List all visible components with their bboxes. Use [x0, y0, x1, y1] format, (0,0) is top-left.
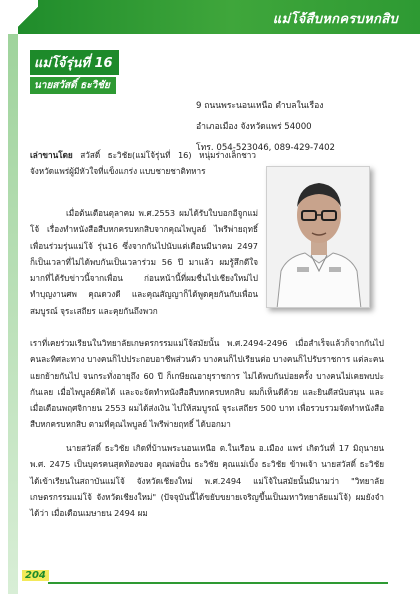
- portrait-photo: [266, 166, 370, 308]
- address-line-2: อำเภอเมือง จังหวัดแพร่ 54000: [196, 122, 312, 132]
- header-bar: [0, 0, 420, 34]
- portrait-photo-icon: [267, 167, 370, 308]
- header-notch: [18, 0, 38, 34]
- intro-lead: เล่าขานโดย: [30, 150, 73, 160]
- address-line-1: 9 ถนนพระนอนเหนือ ตำบลในเรือง: [196, 101, 324, 111]
- phone-line: โทร. 054-523046, 089-429-7402: [196, 143, 336, 153]
- footer-rule: [48, 582, 388, 584]
- paragraph-2: นายสวัสดิ์ ธะวิชัย เกิดที่บ้านพระนอนเหนือ ต.ในเรือน อ.เมือง แพร่ เกิดวันที่ 17 มิถุนายน พ.ศ. 2475 เป็นบุตรคนสุดท้องของ คุณพ่อปั๋น ธะวิชัย คุณแม่เบิ้ง ธะวิชัย ข้าพเจ้า นายสวัสดิ์ ธะวิชัย ได้เข้าเรียนในสถาบันแม่โจ้ จังหวัดเชียงใหม่ พ.ศ.2494 แม่โจ้ในสมัยนั้นมีนามว่า "วิทยาลัยเกษตรกรรมแม่โจ้ จังหวัดเชียงใหม่" (ปัจจุบันนี้ได้ขยับขยายเจริญขึ้นเป็นมหาวิทยาลัยแม่โจ้) ผมยังจำได้ว่า เมื่อเดือนเมษายน 2494 ผม: [30, 443, 384, 519]
- header-title: แม่โจ้สืบหกครบหกสิบ: [272, 12, 398, 27]
- generation-label: แม่โจ้รุ่นที่ 16: [30, 50, 119, 75]
- paragraph-1-part-1: เมื่อต้นเดือนตุลาคม พ.ศ.2553 ผมได้รับใบบอกอีจูกแม่โจ้ เรื่องทำหนังสือสืบหกครบหกสิบจากคุณไพบูลย์ ไพรีพ่ายฤทธิ์ เพื่อนร่วมรุ่นแม่โจ้ รุ่น16 ซึ่งจากกันไปนับแต่เดือนมีนาคม 2497 ก็เป็นเวลาที่ไม่ได้พบกันเป็นเวลาร่วม 56 ปี มาแล้ว ผมรู้สึกดีใจมากที่ได้รับข่าวนี้จากเพื่อน ก่อนหน้านี้ที่ผมชื่นไปเชียงใหม่ไปทำบุญงานศพ คุณดวงดี และคุณสัญญาก็ได้พูดคุยกันกับเพื่อนสมบูรณ์ จุระเสถียร และคุยกันถึงพวก: [30, 208, 258, 316]
- page-number: 204: [22, 570, 49, 581]
- profile-heading: [30, 50, 119, 94]
- left-decorative-stripe: [8, 34, 18, 594]
- intro-paragraph: [30, 147, 256, 180]
- paragraph-1-part-2: เราที่เคยร่วมเรียนในวิทยาลัยเกษตรกรรมแม่โจ้สมัยนั้น พ.ศ.2494-2496 เมื่อสำเร็จแล้วก็จากกันไปคนละทิศละทาง บางคนก็ไปประกอบอาชีพส่วนตัว บางคนก็ไปเรียนต่อ บางคนก็ไปรับราชการ แต่ละคนแยกย้ายกันไป จนกระทั่งอายุถึง 60 ปี ก็เกษียณอายุราชการ ไม่ได้พบกันบ่อยครั้ง บางคนไม่เคยพบปะกันเลย เมื่อไพบูลย์คิดได้ และจะจัดทำหนังสือสืบหกครบหกสิบ ผมก็เห็นดีด้วย และยินดีสนับสนุน และเมื่อเดือนพฤศจิกายน 2553 ผมได้ส่งเงิน ไปให้สมบูรณ์ จุระเสถียร 500 บาท เพื่อรวบรวมจัดทำหนังสือ สืบหกครบหกสิบ ตามที่คุณไพบูลย์ ไพรีพ่ายฤทธิ์ ได้บอกมา: [30, 338, 384, 430]
- intro-text: สวัสดิ์ ธะวิชัย(แม่โจ้รุ่นที่ 16) หนุ่มร่างเล็กชาวจังหวัดแพร่ผู้มีหัวใจที่แข็งแกร่ง แบบชายชาติทหาร: [30, 150, 256, 177]
- person-name: นายสวัสดิ์ ธะวิชัย: [30, 77, 116, 94]
- header-accent: [0, 0, 18, 34]
